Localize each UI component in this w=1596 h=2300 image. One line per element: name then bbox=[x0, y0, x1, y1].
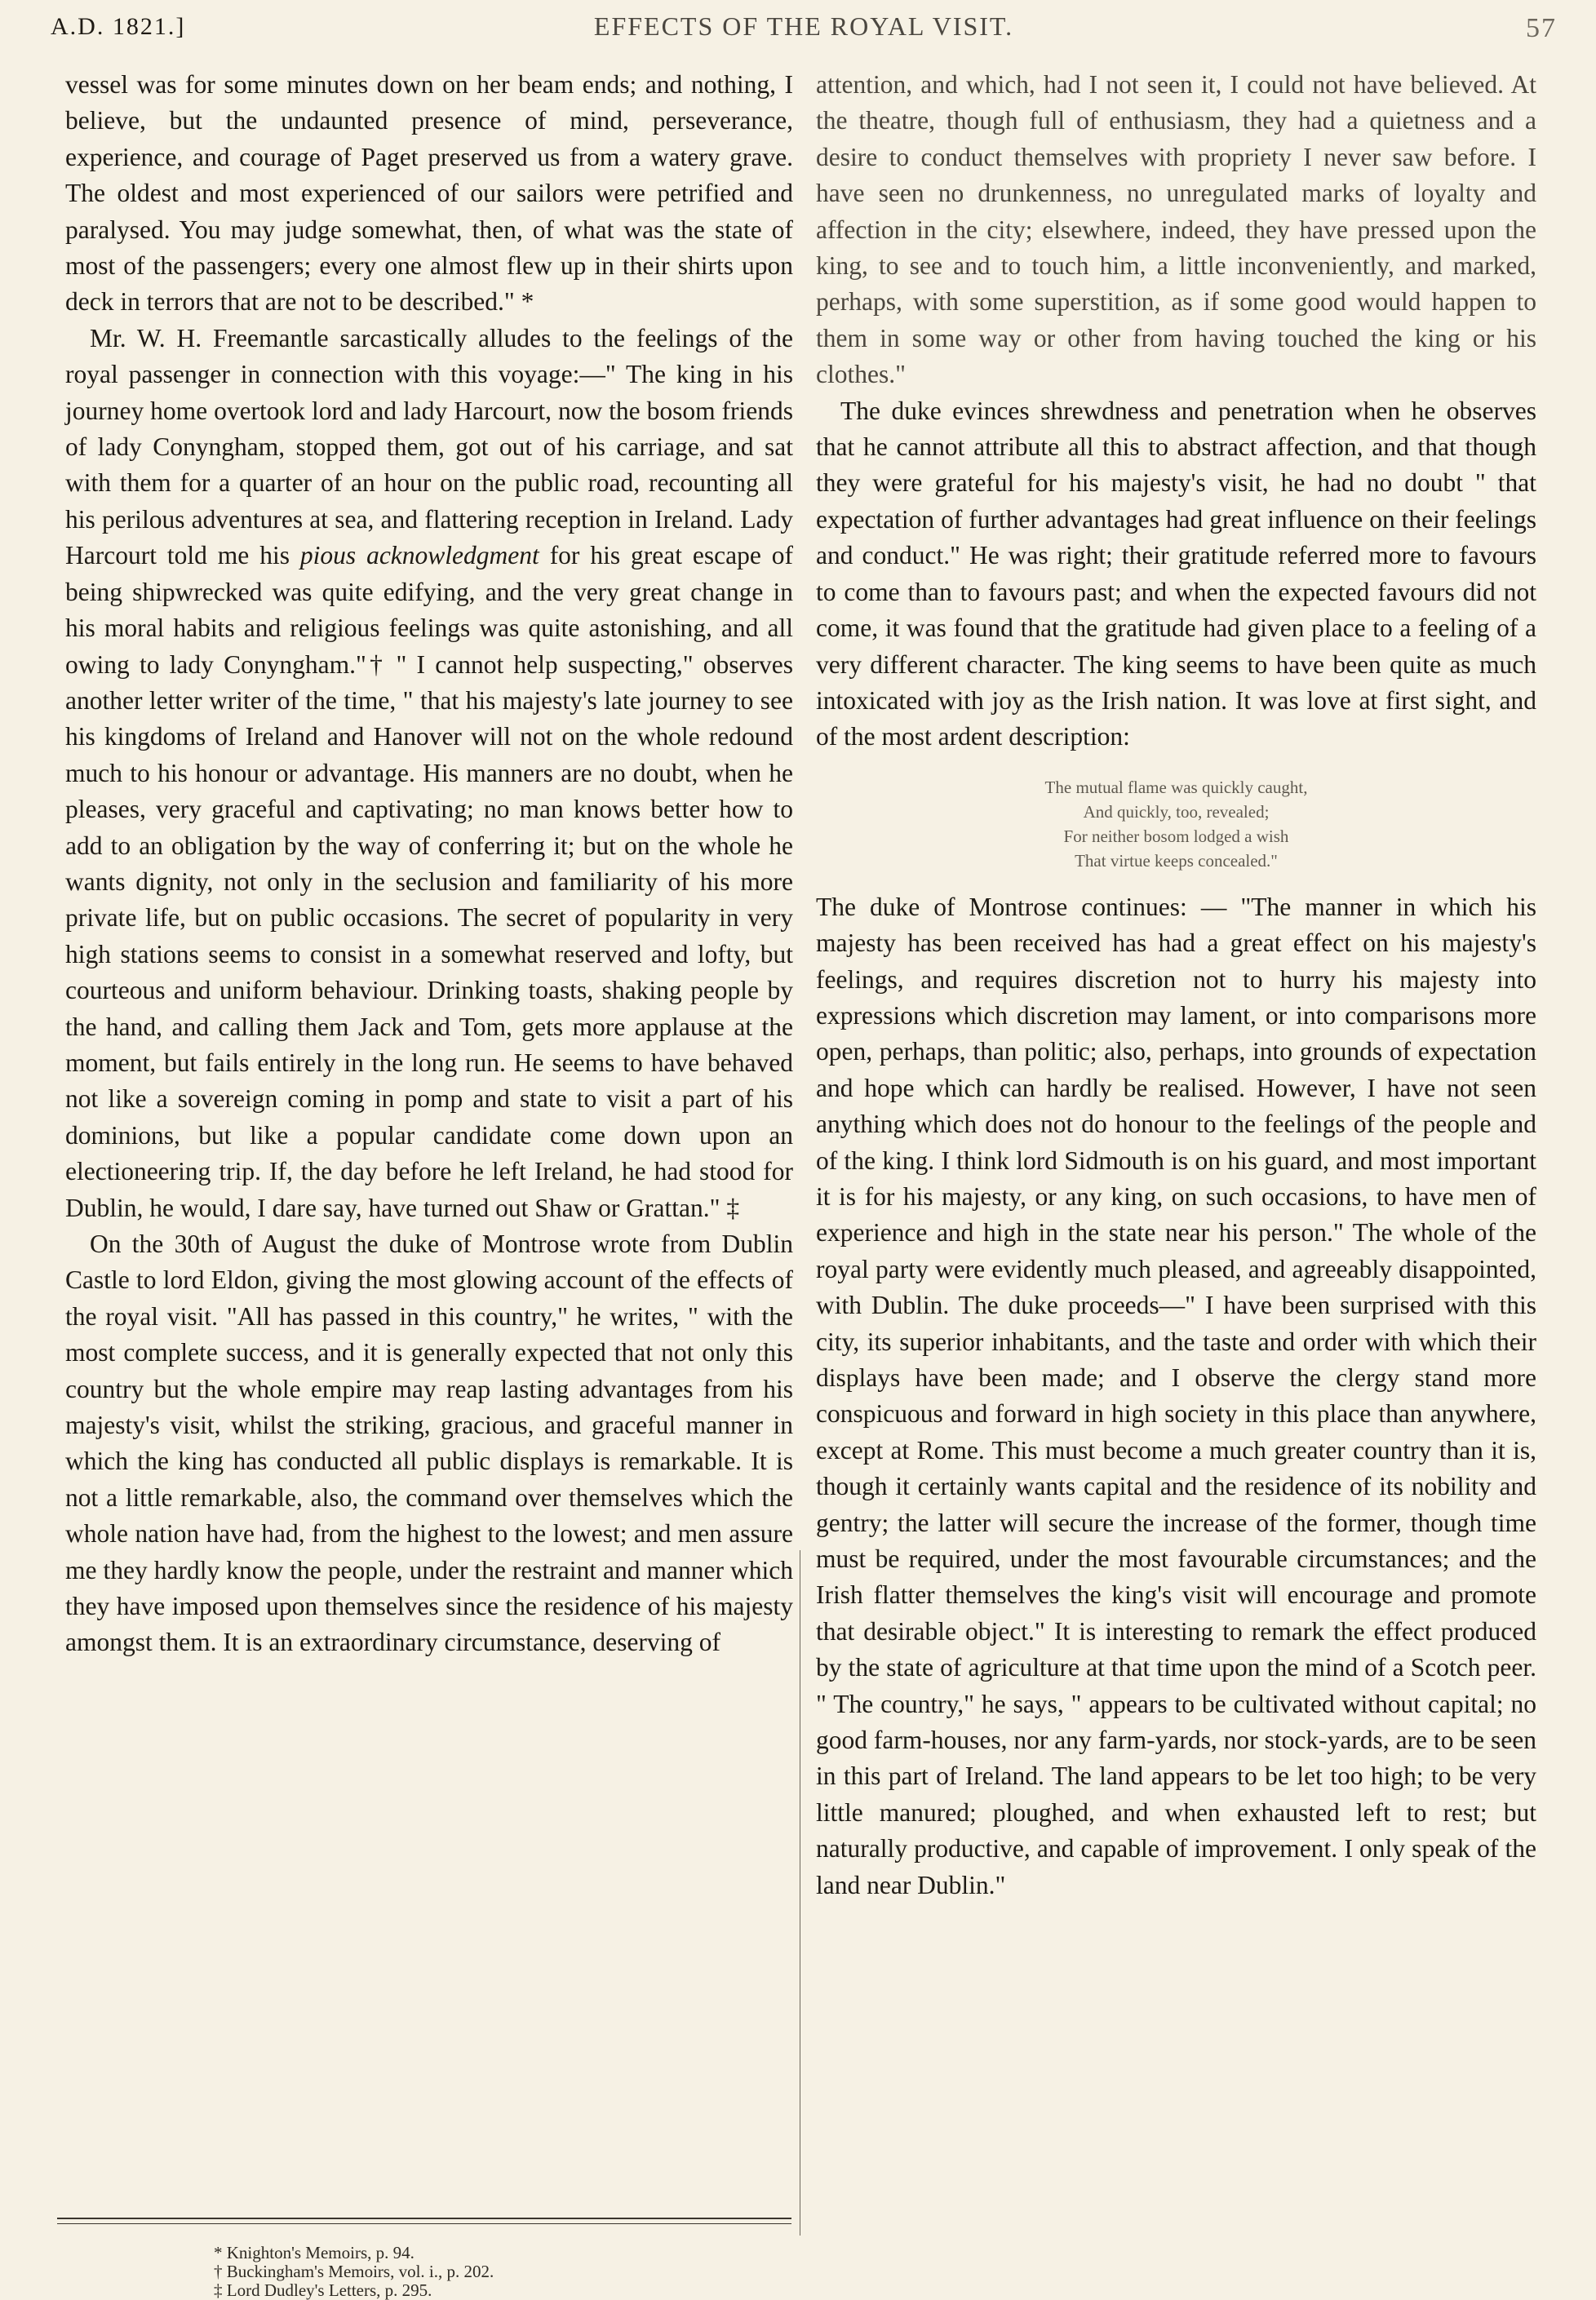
footnote-rule-thin bbox=[57, 2223, 791, 2224]
header-year: A.D. 1821.] bbox=[51, 13, 186, 40]
poem-line: The mutual flame was quickly caught, bbox=[1044, 777, 1308, 797]
left-paragraph-2-part-b: for his great escape of being shipwrecked was quite edifying, and the very great change in his moral habits and religious feelings was quite astonishing, and all owing to lady Conyngham."† " I cannot help suspecting," observes another letter writer of the time, " that his majesty's late journey to see his kingdoms of Ireland and Hanover will not on the whole redound much to his honour or advantage. His manners are no doubt, when he pleases, very graceful and captivating; no man knows better how to add to an obligation by the way of conferring it; but on the whole he wants dignity, not only in the seclusion and familiarity of his more private life, but on public occasions. The secret of popularity in very high stations seems to consist in a somewhat reserved and lofty, but courteous and uniform behaviour. Drinking toasts, shaking people by the hand, and calling them Jack and Tom, gets more applause at the moment, but fails entirely in the long run. He seems to have behaved not like a sovereign coming in pomp and state to visit a part of his dominions, but like a popular candidate come down upon an electioneering trip. If, the day before he left Ireland, he had stood for Dublin, he would, I dare say, have turned out Shaw or Grattan." ‡ bbox=[65, 541, 793, 1222]
poem-line: And quickly, too, revealed; bbox=[1083, 801, 1270, 822]
running-header bbox=[51, 8, 1557, 54]
left-paragraph-1: vessel was for some minutes down on her beam ends; and nothing, I believe, but the undaunted presence of mind, perseverance, experience, and courage of Paget preserved us from a watery grave. The oldest and most experienced of our sailors were petrified and paralysed. You may judge somewhat, then, of what was the state of most of the passengers; every one almost flew up in their shirts upon deck in terrors that are not to be described." * bbox=[65, 70, 793, 317]
right-paragraph-3: The duke of Montrose continues: — "The manner in which his majesty has been received has had a great effect on his majesty's feelings, and requires discretion not to hurry his majesty into expressions which discretion may lament, or into comparisons more open, perhaps, than politic; also, perhaps, into grounds of expectation and hope which can hardly be realised. However, I have not seen anything which does not do honour to the feelings of the people and of the king. I think lord Sidmouth is on his guard, and most important it is for his majesty, or any king, on such occasions, to have men of experience and high in the state near his person." The whole of the royal party were evidently much pleased, and agreeably disappointed, with Dublin. The duke proceeds—" I have been surprised with this city, its superior inhabitants, and the taste and order with which their displays have been made; and I observe the clergy stand more conspicuous and forward in high society in this place than anywhere, except at Rome. This must become a much greater country than it is, though it certainly wants capital and the residence of its nobility and gentry; the latter will secure the increase of the former, though time must be required, under the most favourable circumstances; and the Irish flatter themselves the king's visit will encourage and promote that desirable object." It is interesting to remark the effect produced by the state of agriculture at that time upon the mind of a Scotch peer. " The country," he says, " appears to be cultivated without capital; no good farm-houses, nor any farm-yards, nor stock-yards, are to be seen in this part of Ireland. The land appears to be let too high; to be very little manured; ploughed, and when exhausted left to rest; but naturally productive, and capable of improvement. I only speak of the land near Dublin." bbox=[816, 892, 1536, 1899]
header-title: EFFECTS OF THE ROYAL VISIT. bbox=[593, 11, 1014, 41]
footnote: * Knighton's Memoirs, p. 94. bbox=[214, 2243, 415, 2262]
footnotes bbox=[214, 2244, 785, 2300]
footnote: † Buckingham's Memoirs, vol. i., p. 202. bbox=[214, 2262, 494, 2281]
left-column bbox=[65, 67, 793, 1661]
poem-line: For neither bosom lodged a wish bbox=[1063, 826, 1289, 846]
footnote-rule bbox=[57, 2218, 791, 2219]
poem-quote bbox=[816, 775, 1536, 873]
page-number: 57 bbox=[1526, 13, 1557, 43]
left-paragraph-3: On the 30th of August the duke of Montrose wrote from Dublin Castle to lord Eldon, giving the most glowing account of the effects of the royal visit. "All has passed in this country," he writes, " with the most complete success, and it is generally expected that not only this country but the whole empire may reap lasting advantages from his majesty's visit, whilst the striking, gracious, and graceful manner in which the king has conducted all public displays is remarkable. It is not a little remarkable, also, the command over themselves which the whole nation have had, from the highest to the lowest; and men assure me they hardly know the people, under the restraint and manner which they have imposed upon themselves since the residence of his majesty amongst them. It is an extraordinary circumstance, deserving of bbox=[65, 1230, 793, 1657]
left-paragraph-2 bbox=[65, 321, 793, 1226]
footnote: ‡ Lord Dudley's Letters, p. 295. bbox=[214, 2280, 432, 2300]
right-paragraph-1: attention, and which, had I not seen it, I could not have believed. At the theatre, though full of enthusiasm, they had a quietness and a desire to conduct themselves with propriety I never saw before. I have seen no drunkenness, no unregulated marks of loyalty and affection in the city; elsewhere, indeed, they have pressed upon the king, to see and to touch him, a little inconveniently, and marked, perhaps, with some superstition, as if some good would happen to them in some way or other from having touched the king or his clothes." bbox=[816, 70, 1536, 389]
poem-line: That virtue keeps concealed." bbox=[1075, 850, 1278, 871]
right-paragraph-2: The duke evinces shrewdness and penetration when he observes that he cannot attribute all this to abstract affection, and that though they were grateful for his majesty's visit, he had no doubt " that expectation of further advantages had great influence on their feelings and conduct." He was right; their gratitude referred more to favours to come than to favours past; and when the expected favours did not come, it was found that the gratitude had given place to a feeling of a very different character. The king seems to have been quite as much intoxicated with joy as the Irish nation. It was love at first sight, and of the most ardent description: bbox=[816, 396, 1536, 751]
left-paragraph-2-part-a: Mr. W. H. Freemantle sarcastically alludes to the feelings of the royal passenger in connection with this voyage:—" The king in his journey home overtook lord and lady Harcourt, now the bosom friends of lady Conyngham, stopped them, got out of his carriage, and sat with them for a quarter of an hour on the public road, recounting all his perilous adventures at sea, and flattering reception in Ireland. Lady Harcourt told me his bbox=[65, 323, 793, 570]
right-column bbox=[816, 67, 1536, 1903]
italic-phrase: pious acknowledgment bbox=[299, 541, 539, 570]
